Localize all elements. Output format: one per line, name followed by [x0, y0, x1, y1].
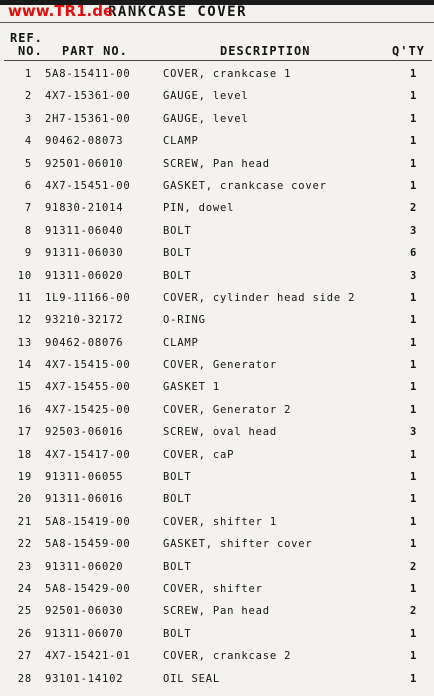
table-row [0, 64, 434, 86]
table-row [0, 86, 434, 108]
part-number: 91311-06040 [45, 224, 124, 237]
part-description: GASKET 1 [163, 381, 220, 394]
quantity: 1 [410, 336, 418, 349]
header-divider [4, 60, 432, 61]
ref-number: 28 [17, 672, 32, 685]
part-number: 4X7-15417-00 [45, 448, 131, 461]
quantity: 1 [410, 515, 418, 528]
part-number: 5A8-15459-00 [45, 538, 131, 551]
part-description: O-RING [163, 314, 206, 327]
table-row [0, 333, 434, 355]
ref-number: 25 [17, 605, 32, 618]
header-ref-line1: REF. [10, 31, 43, 45]
part-number: 4X7-15455-00 [45, 381, 131, 394]
ref-number: 10 [17, 269, 32, 282]
part-description: BOLT [163, 493, 192, 506]
quantity: 1 [410, 381, 418, 394]
ref-number: 4 [24, 135, 32, 148]
part-number: 2H7-15361-00 [45, 112, 131, 125]
quantity: 1 [410, 68, 418, 80]
part-description: SCREW, Pan head [163, 157, 270, 170]
part-number: 5A8-15429-00 [45, 582, 131, 595]
part-description: GASKET, shifter cover [163, 538, 313, 551]
ref-number: 20 [17, 493, 32, 506]
quantity: 1 [410, 448, 418, 461]
ref-number: 8 [24, 224, 32, 237]
table-row [0, 669, 434, 691]
title-divider [0, 22, 434, 23]
quantity: 1 [410, 650, 418, 663]
ref-number: 3 [24, 112, 32, 125]
part-number: 92503-06016 [45, 426, 124, 439]
ref-number: 5 [24, 157, 32, 170]
quantity: 1 [410, 157, 418, 170]
part-description: COVER, Generator [163, 359, 277, 372]
part-description: CLAMP [163, 336, 199, 349]
part-description: SCREW, Pan head [163, 605, 270, 618]
quantity: 1 [410, 179, 418, 192]
page-title: RANKCASE COVER [108, 4, 248, 20]
ref-number: 23 [17, 560, 32, 573]
quantity: 1 [410, 471, 418, 484]
ref-number: 15 [17, 381, 32, 394]
part-description: BOLT [163, 269, 192, 282]
part-number: 91830-21014 [45, 202, 124, 215]
ref-number: 16 [17, 403, 32, 416]
part-number: 4X7-15415-00 [45, 359, 131, 372]
table-row [0, 489, 434, 511]
table-row [0, 109, 434, 131]
part-number: 4X7-15451-00 [45, 179, 131, 192]
ref-number: 7 [24, 202, 32, 215]
part-description: PIN, dowel [163, 202, 235, 215]
part-description: COVER, Generator 2 [163, 403, 292, 416]
quantity: 3 [410, 269, 418, 282]
part-number: 91311-06020 [45, 269, 124, 282]
part-description: COVER, shifter 1 [163, 515, 277, 528]
part-description: GAUGE, level [163, 112, 249, 125]
part-description: SCREW, oval head [163, 426, 277, 439]
table-row [0, 154, 434, 176]
table-row [0, 243, 434, 265]
table-row [0, 355, 434, 377]
part-description: COVER, cylinder head side 2 [163, 291, 356, 304]
part-number: 4X7-15425-00 [45, 403, 131, 416]
quantity: 1 [410, 359, 418, 372]
ref-number: 6 [24, 179, 32, 192]
table-row [0, 176, 434, 198]
quantity: 1 [410, 112, 418, 125]
parts-table [0, 64, 434, 691]
part-description: GAUGE, level [163, 90, 249, 103]
table-row [0, 288, 434, 310]
header-qty: Q'TY [392, 44, 425, 58]
table-row [0, 512, 434, 534]
part-description: BOLT [163, 471, 192, 484]
quantity: 1 [410, 291, 418, 304]
table-row [0, 131, 434, 153]
quantity: 2 [410, 605, 418, 618]
part-number: 4X7-15421-01 [45, 650, 131, 663]
ref-number: 11 [17, 291, 32, 304]
part-number: 91311-06020 [45, 560, 124, 573]
part-number: 1L9-11166-00 [45, 291, 131, 304]
part-number: 4X7-15361-00 [45, 90, 131, 103]
ref-number: 27 [17, 650, 32, 663]
table-row [0, 221, 434, 243]
header-part-no: PART NO. [62, 44, 128, 58]
part-description: COVER, crankcase 2 [163, 650, 292, 663]
quantity: 1 [410, 672, 418, 685]
table-row [0, 400, 434, 422]
ref-number: 18 [17, 448, 32, 461]
header-description: DESCRIPTION [220, 44, 311, 58]
ref-number: 24 [17, 582, 32, 595]
part-number: 93101-14102 [45, 672, 124, 685]
part-number: 5A8-15411-00 [45, 68, 131, 80]
part-description: BOLT [163, 247, 192, 260]
table-row [0, 266, 434, 288]
table-row [0, 310, 434, 332]
ref-number: 13 [17, 336, 32, 349]
quantity: 1 [410, 627, 418, 640]
part-description: COVER, crankcase 1 [163, 68, 292, 80]
part-number: 5A8-15419-00 [45, 515, 131, 528]
part-description: CLAMP [163, 135, 199, 148]
part-description: OIL SEAL [163, 672, 220, 685]
part-number: 90462-08076 [45, 336, 124, 349]
table-row [0, 624, 434, 646]
table-row [0, 646, 434, 668]
table-row [0, 534, 434, 556]
quantity: 3 [410, 426, 418, 439]
table-row [0, 467, 434, 489]
quantity: 3 [410, 224, 418, 237]
part-description: COVER, caP [163, 448, 235, 461]
ref-number: 2 [24, 90, 32, 103]
ref-number: 19 [17, 471, 32, 484]
table-row [0, 579, 434, 601]
table-row [0, 377, 434, 399]
ref-number: 1 [24, 68, 32, 80]
quantity: 2 [410, 202, 418, 215]
part-number: 91311-06070 [45, 627, 124, 640]
quantity: 1 [410, 135, 418, 148]
part-number: 91311-06055 [45, 471, 124, 484]
part-number: 92501-06010 [45, 157, 124, 170]
quantity: 6 [410, 247, 418, 260]
ref-number: 22 [17, 538, 32, 551]
quantity: 1 [410, 582, 418, 595]
table-row [0, 198, 434, 220]
ref-number: 14 [17, 359, 32, 372]
ref-number: 21 [17, 515, 32, 528]
quantity: 1 [410, 314, 418, 327]
part-number: 93210-32172 [45, 314, 124, 327]
quantity: 1 [410, 538, 418, 551]
watermark[interactable]: www.TR1.de [8, 2, 114, 20]
ref-number: 9 [24, 247, 32, 260]
ref-number: 12 [17, 314, 32, 327]
quantity: 1 [410, 403, 418, 416]
table-row [0, 601, 434, 623]
quantity: 2 [410, 560, 418, 573]
part-description: BOLT [163, 560, 192, 573]
ref-number: 17 [17, 426, 32, 439]
ref-number: 26 [17, 627, 32, 640]
part-number: 90462-08073 [45, 135, 124, 148]
table-row [0, 557, 434, 579]
quantity: 1 [410, 493, 418, 506]
part-number: 92501-06030 [45, 605, 124, 618]
part-description: BOLT [163, 627, 192, 640]
part-description: GASKET, crankcase cover [163, 179, 327, 192]
header-ref-line2: NO. [18, 44, 43, 58]
part-number: 91311-06016 [45, 493, 124, 506]
table-row [0, 422, 434, 444]
part-description: BOLT [163, 224, 192, 237]
part-description: COVER, shifter [163, 582, 263, 595]
table-row [0, 445, 434, 467]
quantity: 1 [410, 90, 418, 103]
part-number: 91311-06030 [45, 247, 124, 260]
